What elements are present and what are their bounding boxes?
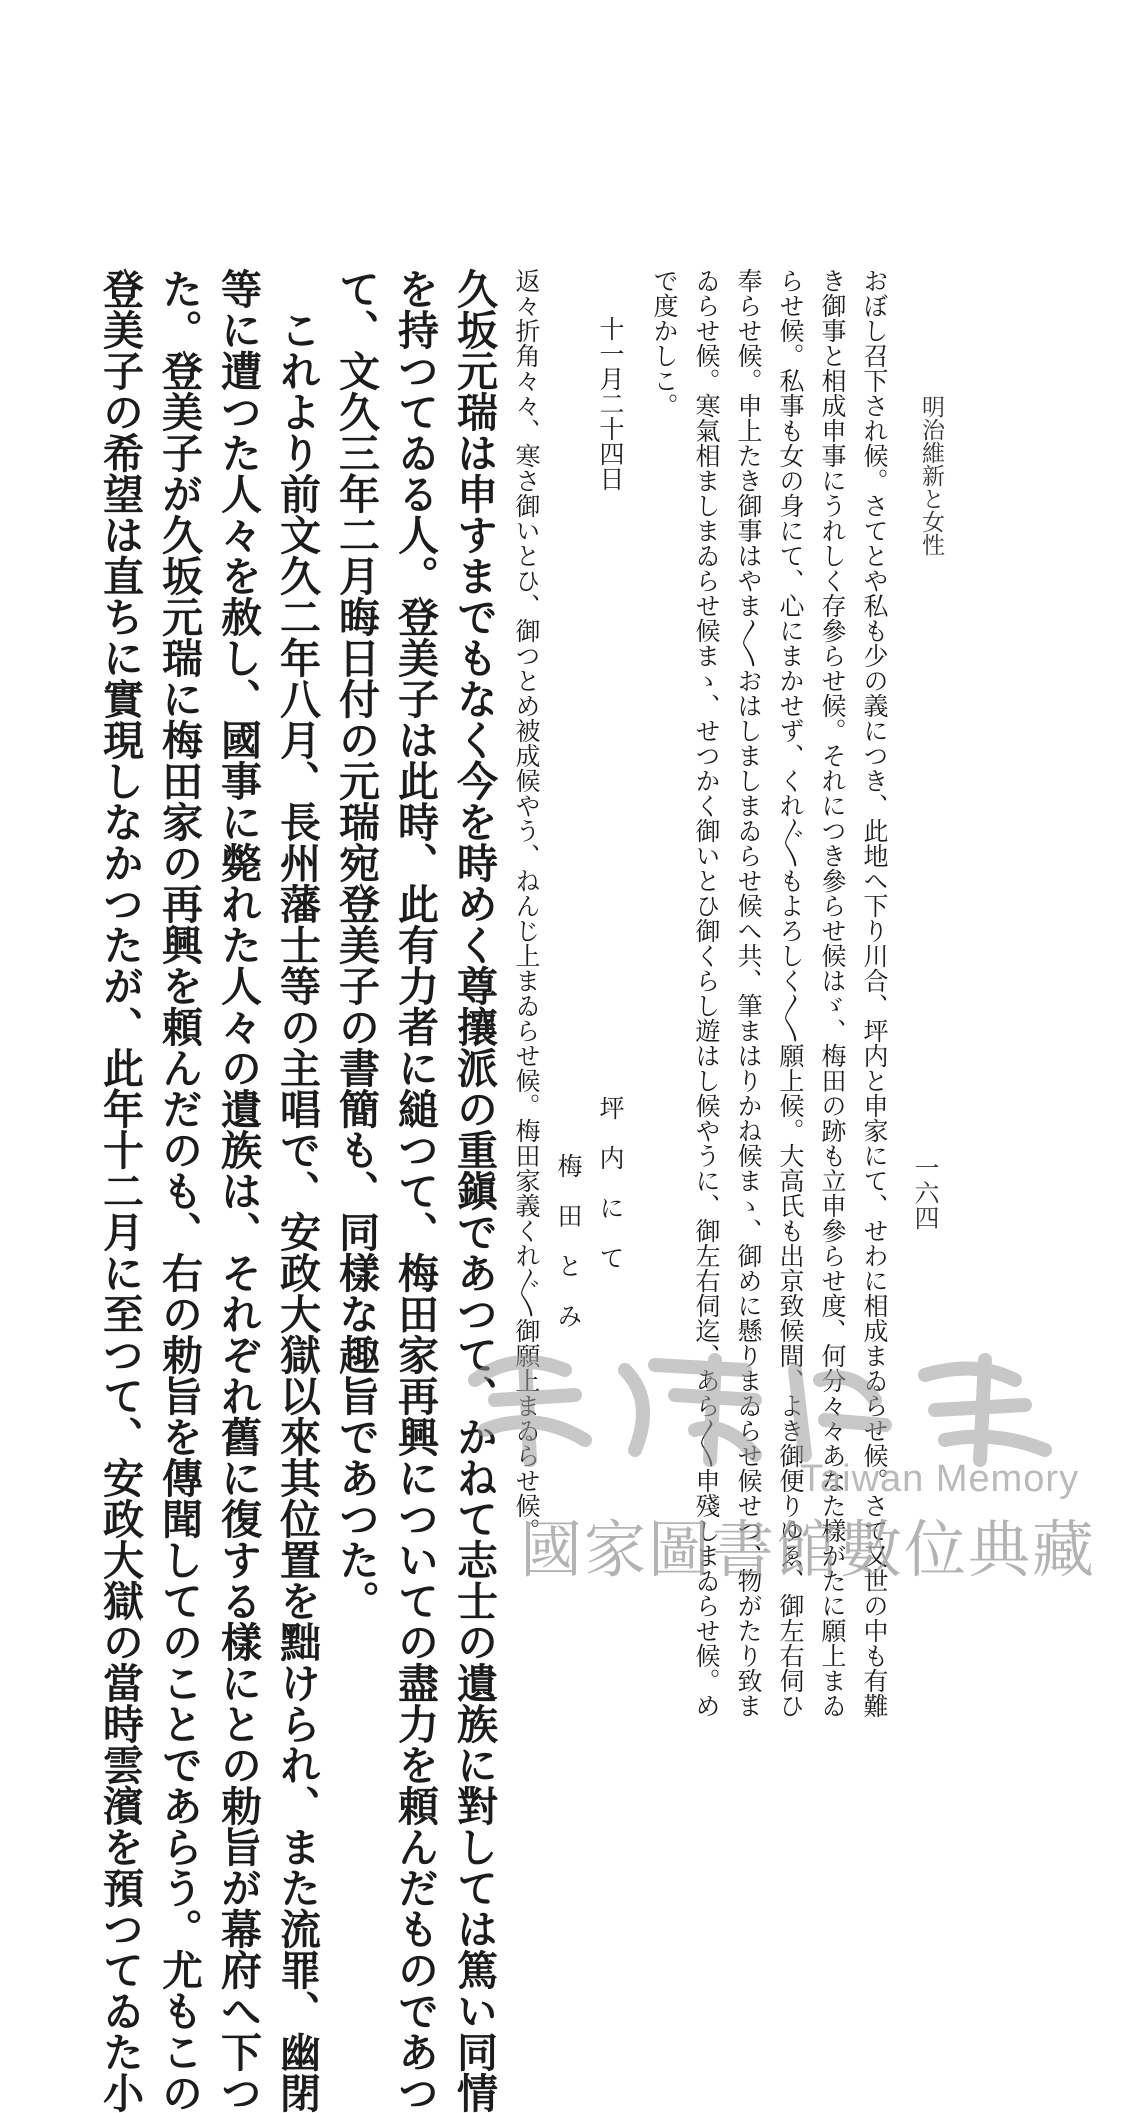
- letter-line: おぼし召下され候。さてとや私も少の義につき、此地へ下り川合、坪内と申家にて、せわに相成まゐらせ候。さて又世の中も有難: [860, 268, 889, 1718]
- letter-line: ゐらせ候。寒氣相ましまゐらせ候まゝ、せつかく御いとひ御くらし遊はし候やうに、御左右伺迄、あら〳〵申殘しまゐらせ候。め: [692, 268, 721, 1718]
- body-line: 登美子の希望は直ちに實現しなかつたが、此年十二月に至つて、安政大獄の當時雲濱を預つてゐた小: [96, 268, 144, 2113]
- body-line: 等に遭つた人々を赦し、國事に斃れた人々の遺族は、それぞれ舊に復する樣にとの勅旨が幕府へ下つ: [214, 268, 262, 2113]
- letter-location: 坪 内 に て: [596, 1095, 625, 1270]
- body-line: 久坂元瑞は申すまでもなく今を時めく尊攘派の重鎭であつて、かねて志士の遺族に對しては篤い同情: [450, 268, 498, 2113]
- watermark-calligraphy: [455, 1340, 1065, 1470]
- letter-line: で度かしこ。: [650, 268, 679, 418]
- letter-line: 奉らせ候。申上たき御事はやま〳〵おはしましまゐらせ候へ共、筆まはりかね候まゝ、御めに懸りまゐらせ候せつ、物がたり致ま: [734, 268, 763, 1718]
- body-line: た。登美子が久坂元瑞に梅田家の再興を頼んだのも、右の勅旨を傳聞してのことであらう。尤もこの: [155, 268, 203, 2113]
- watermark-english: Taiwan Memory: [800, 1458, 1080, 1500]
- body-line: を持つてゐる人。登美子は此時、此有力者に縋つて、梅田家再興についての盡力を頼んだものであつ: [391, 268, 439, 2113]
- running-header-title: 明治維新と女性: [918, 395, 944, 556]
- letter-date: 十一月二十四日: [596, 316, 625, 491]
- body-line: て、文久三年二月晦日付の元瑞宛登美子の書簡も、同樣な趣旨であつた。: [332, 268, 380, 1621]
- letter-signature: 梅 田 と み: [554, 1153, 583, 1328]
- letter-line: き御事と相成申事にうれしく存參らせ候。それにつき參らせ候はゞ、梅田の跡も立申參らせ度、何分々々あなた樣がたに願上まゐ: [818, 268, 847, 1718]
- letter-postscript: 返々折角々々、寒さ御いとひ、御つとめ被成候やう、ねんじ上まゐらせ候。梅田家義くれ〴〵御願上まゐらせ候。: [512, 268, 541, 1543]
- body-line: これより前文久二年八月、長州藩士等の主唱で、安政大獄以來其位置を黜けられ、また流罪、幽閉: [273, 268, 321, 2113]
- letter-line: らせ候。私事も女の身にて、心にまかせず、くれ〴〵もよろしく〳〵願上候。大高氏も出京致候間、よき御便りゆゑ、御左右伺ひ: [776, 268, 805, 1718]
- page-number: 一六四: [911, 1155, 940, 1230]
- watermark-chinese: 國家圖書館數位典藏: [520, 1513, 1097, 1586]
